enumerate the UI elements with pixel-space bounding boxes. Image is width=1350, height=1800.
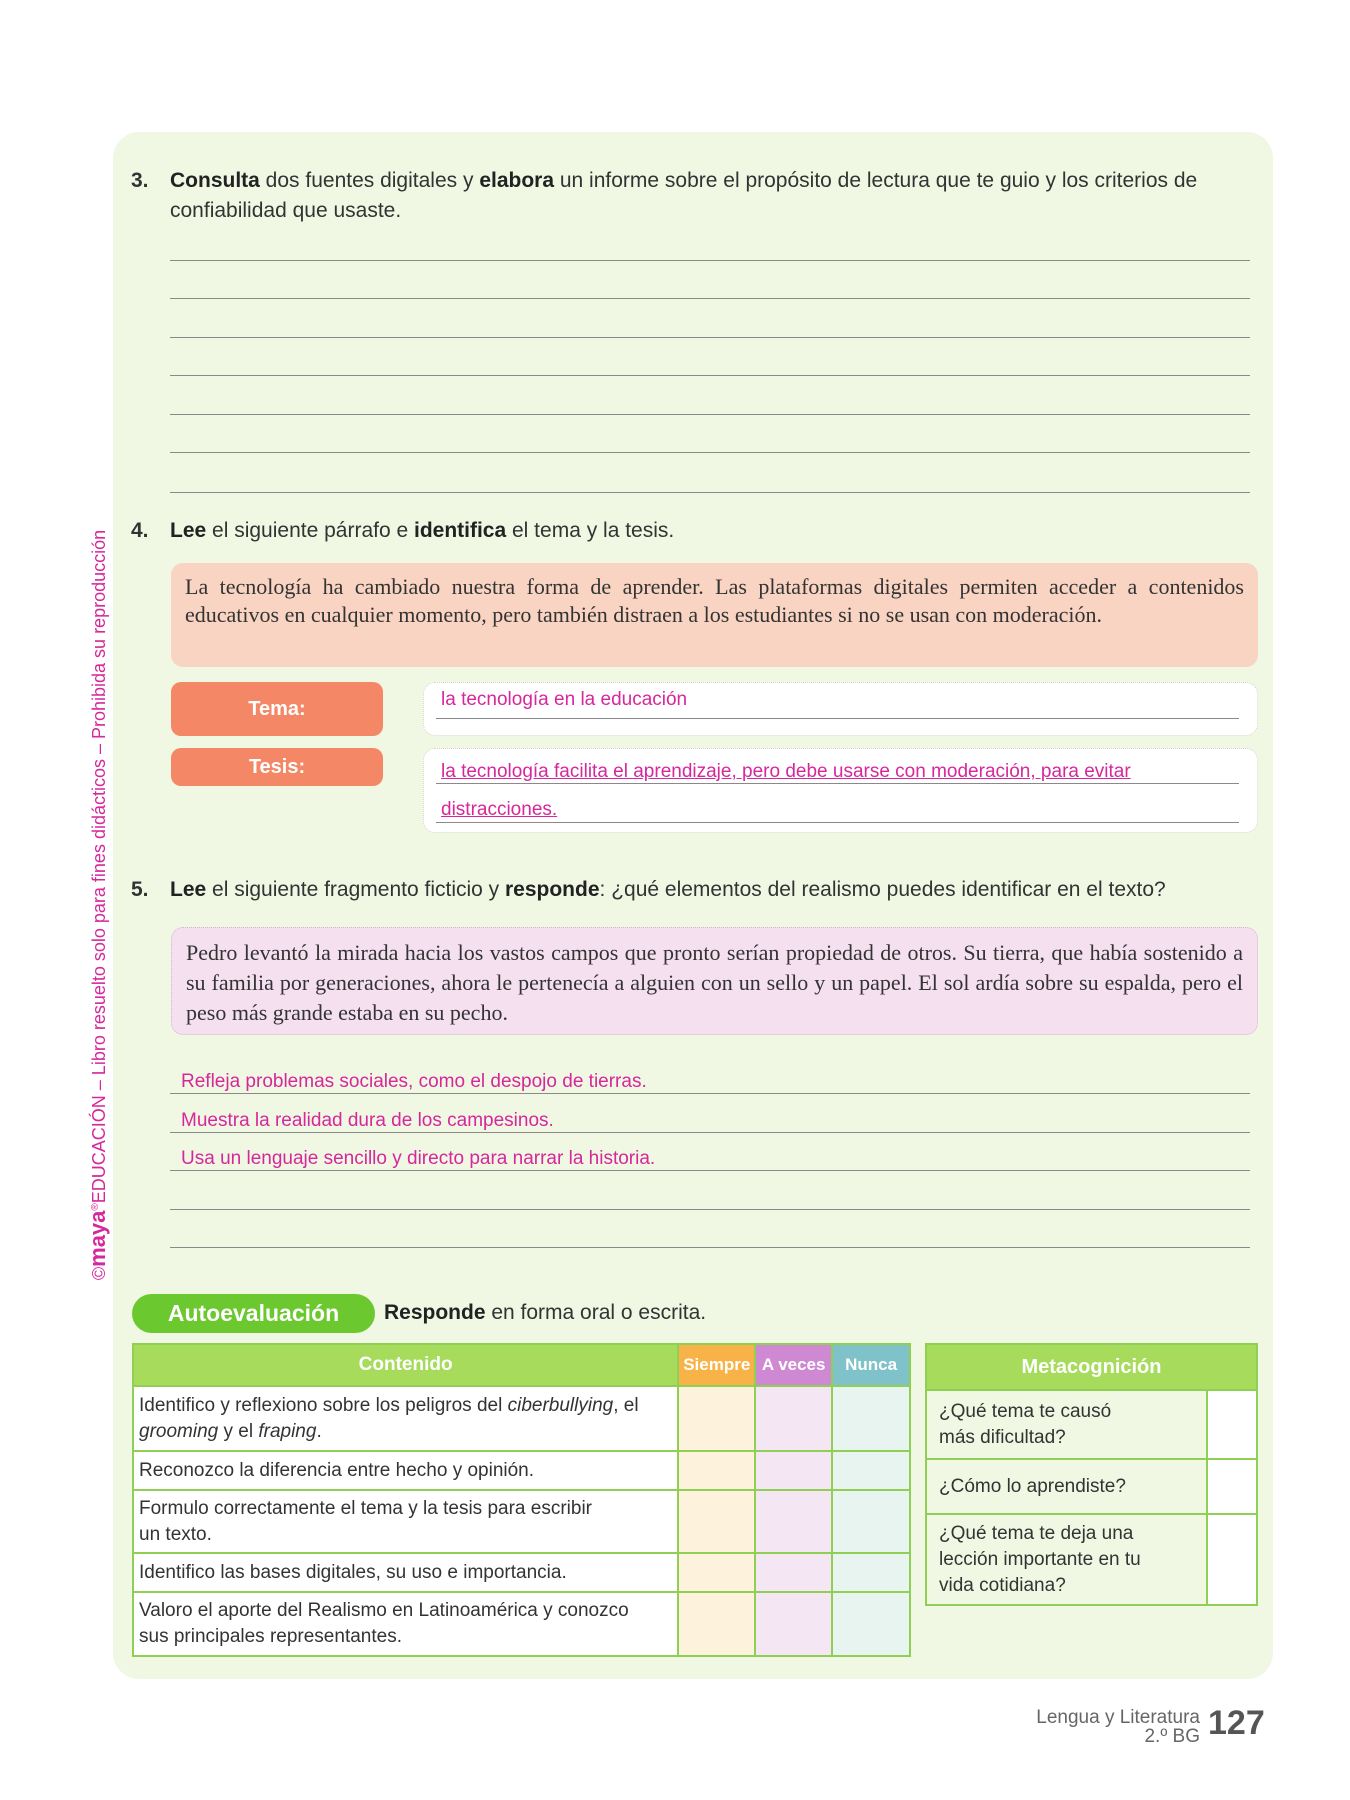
notice-text: EDUCACIÓN – Libro resuelto solo para fines didácticos – Prohibida su reproducción <box>89 529 109 1204</box>
grade: 2.º BG <box>1144 1726 1200 1747</box>
page-number: 127 <box>1208 1704 1265 1742</box>
text: ciberbullying <box>507 1394 614 1416</box>
answer-line[interactable] <box>170 492 1250 493</box>
answer-line <box>436 822 1239 823</box>
a-veces-cell[interactable] <box>755 1451 832 1490</box>
answer-line[interactable] <box>170 1209 1250 1210</box>
verb: elabora <box>479 169 555 192</box>
answer-3: Usa un lenguaje sencillo y directo para narrar la historia. <box>181 1148 656 1169</box>
table-row <box>133 1451 910 1490</box>
question-5 <box>131 875 1270 905</box>
text: : ¿qué elementos del realismo puedes identificar en el texto? <box>599 878 1166 901</box>
table-row <box>926 1514 1257 1605</box>
metacognition-table <box>925 1343 1258 1606</box>
text: y el <box>218 1420 259 1442</box>
siempre-cell[interactable] <box>678 1386 755 1451</box>
text: Identifico y reflexiono sobre los peligros del <box>139 1394 508 1416</box>
table-row <box>133 1490 910 1553</box>
tesis-answer-line-1: la tecnología facilita el aprendizaje, pero debe usarse con moderación, para evitar <box>441 761 1131 782</box>
registered-mark: ® <box>90 1203 101 1211</box>
text: . <box>316 1420 322 1442</box>
nunca-cell[interactable] <box>832 1386 910 1451</box>
answer-line[interactable] <box>170 260 1250 261</box>
text: dos fuentes digitales y <box>259 169 480 192</box>
nunca-cell[interactable] <box>832 1490 910 1553</box>
text: fraping <box>258 1420 317 1442</box>
table-row <box>133 1553 910 1592</box>
answer-2: Muestra la realidad dura de los campesinos. <box>181 1110 554 1131</box>
answer-1: Refleja problemas sociales, como el despojo de tierras. <box>181 1071 647 1092</box>
a-veces-cell[interactable] <box>755 1490 832 1553</box>
verb: Consulta <box>170 169 260 192</box>
table-row <box>926 1459 1257 1514</box>
answer-cell[interactable] <box>1207 1459 1257 1514</box>
copyright-symbol: © <box>89 1266 109 1281</box>
answer-line <box>436 718 1239 719</box>
question-4 <box>131 516 1270 546</box>
siempre-cell[interactable] <box>678 1592 755 1656</box>
table-header <box>133 1344 910 1386</box>
fragment-box: Pedro levantó la mirada hacia los vastos campos que pronto serían propiedad de otros. Su tierra, que había sostenido a su familia por generaciones, ahora le pertenecía a alguien con un sello y un papel. El sol ardía sobre su espalda, pero el peso más grande estaba en su pecho. <box>171 927 1258 1035</box>
siempre-cell[interactable] <box>678 1553 755 1592</box>
question-number: 4. <box>131 519 149 542</box>
header-contenido: Contenido <box>133 1344 678 1386</box>
question: ¿Qué tema te deja una lección importante en tu vida cotidiana? <box>926 1514 1207 1605</box>
answer-line[interactable] <box>170 1247 1250 1248</box>
table-row <box>133 1386 910 1451</box>
a-veces-cell[interactable] <box>755 1386 832 1451</box>
answer-line[interactable] <box>170 375 1250 376</box>
header-siempre: Siempre <box>678 1344 755 1386</box>
siempre-cell[interactable] <box>678 1451 755 1490</box>
text: el siguiente párrafo e <box>206 519 414 542</box>
copyright-notice <box>85 530 111 1280</box>
autoevaluacion-instruction <box>384 1298 706 1328</box>
answer-line[interactable] <box>170 1093 1250 1094</box>
question: ¿Cómo lo aprendiste? <box>926 1459 1207 1514</box>
answer-cell[interactable] <box>1207 1390 1257 1459</box>
text: el siguiente fragmento ficticio y <box>206 878 505 901</box>
row-content: Valoro el aporte del Realismo en Latinoamérica y conozco sus principales representantes. <box>133 1592 678 1656</box>
a-veces-cell[interactable] <box>755 1553 832 1592</box>
tesis-answer-line-2: distracciones. <box>441 799 558 820</box>
nunca-cell[interactable] <box>832 1451 910 1490</box>
a-veces-cell[interactable] <box>755 1592 832 1656</box>
tema-label: Tema: <box>171 682 383 736</box>
text: el tema y la tesis. <box>506 519 675 542</box>
tesis-answer-box[interactable] <box>423 748 1258 833</box>
answer-line[interactable] <box>170 298 1250 299</box>
nunca-cell[interactable] <box>832 1592 910 1656</box>
siempre-cell[interactable] <box>678 1490 755 1553</box>
text: en forma oral o escrita. <box>485 1301 707 1324</box>
row-content <box>133 1386 678 1451</box>
tema-answer: la tecnología en la educación <box>441 689 688 710</box>
answer-line[interactable] <box>170 414 1250 415</box>
text: grooming <box>139 1420 219 1442</box>
answer-line[interactable] <box>170 1170 1250 1171</box>
question: ¿Qué tema te causó más dificultad? <box>926 1390 1207 1459</box>
verb: Lee <box>170 878 207 901</box>
verb: Responde <box>384 1301 486 1324</box>
answer-line[interactable] <box>170 337 1250 338</box>
verb: responde <box>505 878 600 901</box>
paragraph-box: La tecnología ha cambiado nuestra forma de aprender. Las plataformas digitales permiten acceder a contenidos educativos en cualquier momento, pero también distraen a los estudiantes si no se usan con moderación. <box>171 563 1258 667</box>
answer-line[interactable] <box>170 1132 1250 1133</box>
answer-line <box>436 783 1239 784</box>
tesis-label: Tesis: <box>171 748 383 786</box>
answer-line[interactable] <box>170 452 1250 453</box>
header-a-veces: A veces <box>755 1344 832 1386</box>
table-row <box>926 1390 1257 1459</box>
question-number: 5. <box>131 878 149 901</box>
header-nunca: Nunca <box>832 1344 910 1386</box>
metacognition-header: Metacognición <box>926 1344 1257 1390</box>
row-content: Identifico las bases digitales, su uso e importancia. <box>133 1553 678 1592</box>
tema-answer-box[interactable] <box>423 682 1258 736</box>
question-number: 3. <box>131 169 149 192</box>
footer-subject <box>1036 1708 1200 1746</box>
brand-logo: maya <box>85 1210 110 1267</box>
row-content: Formulo correctamente el tema y la tesis para escribir un texto. <box>133 1490 678 1553</box>
self-assessment-table <box>132 1343 911 1657</box>
text: un informe sobre el propósito de lectura que te guio y los criterios de confiabilidad que usaste. <box>170 169 1198 222</box>
verb: identifica <box>413 519 507 542</box>
autoevaluacion-badge: Autoevaluación <box>132 1294 375 1333</box>
question-3 <box>131 166 1270 226</box>
nunca-cell[interactable] <box>832 1553 910 1592</box>
row-content: Reconozco la diferencia entre hecho y opinión. <box>133 1451 678 1490</box>
subject: Lengua y Literatura <box>1036 1707 1200 1728</box>
table-row <box>133 1592 910 1656</box>
answer-cell[interactable] <box>1207 1514 1257 1605</box>
text: , el <box>613 1394 639 1416</box>
verb: Lee <box>170 519 207 542</box>
